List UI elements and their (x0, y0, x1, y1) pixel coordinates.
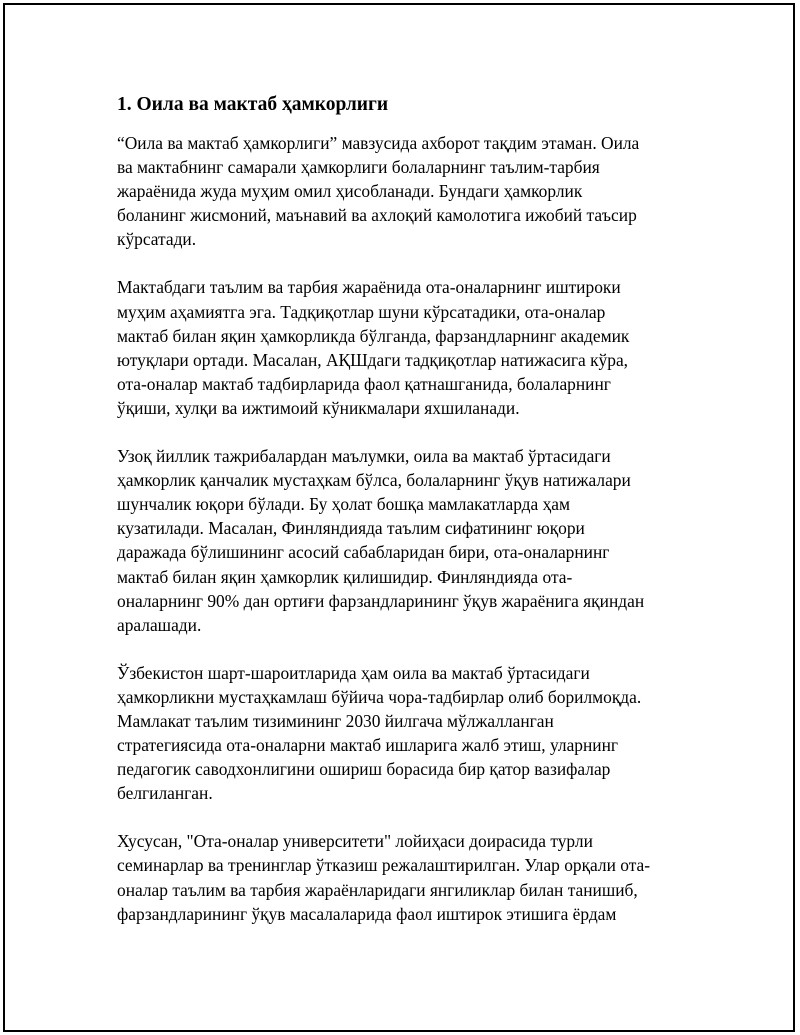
paragraph-line: Мактабдаги таълим ва тарбия жараёнида ота-оналарнинг иштироки (117, 277, 621, 298)
paragraph-line: ютуқлари ортади. Масалан, АҚШдаги тадқиқотлар натижасига кўра, (117, 349, 629, 370)
paragraph-line: мактаб билан яқин ҳамкорликда бўлганда, фарзандларнинг академик (117, 325, 630, 346)
paragraph-line: кузатилади. Масалан, Финляндияда таълим сифатининг юқори (117, 518, 585, 539)
paragraph-line: ота-оналар мактаб тадбирларида фаол қатнашганида, болаларнинг (117, 373, 611, 394)
section-heading: 1. Оила ва мактаб ҳамкорлиги (117, 94, 389, 115)
paragraph-line: муҳим аҳамиятга эга. Тадқиқотлар шуни кўрсатадики, ота-оналар (117, 301, 606, 322)
paragraph-line: даражада бўлишининг асосий сабабларидан бири, ота-оналарнинг (117, 542, 610, 563)
document-content (117, 92, 697, 950)
paragraphs (117, 131, 697, 926)
paragraph-line: оналарнинг 90% дан ортиғи фарзандларининг ўқув жараёнига яқиндан (117, 590, 645, 611)
paragraph-1 (117, 131, 697, 251)
paragraph-line: Мамлакат таълим тизимининг 2030 йилгача мўлжалланган (117, 710, 554, 731)
paragraph-line: Хусусан, "Ота-оналар университети" лойиҳаси доирасида турли (117, 831, 593, 852)
paragraph-line: семинарлар ва тренинглар ўтказиш режалаштирилган. Улар орқали ота- (117, 855, 651, 876)
paragraph-line: ўқиши, хулқи ва ижтимоий кўникмалари яхшиланади. (117, 397, 520, 418)
paragraph-5 (117, 829, 697, 925)
paragraph-4 (117, 661, 697, 806)
paragraph-line: педагогик саводхонлигини ошириш борасида бир қатор вазифалар (117, 759, 611, 780)
paragraph-line: ҳамкорлик қанчалик мустаҳкам бўлса, болаларнинг ўқув натижалари (117, 470, 631, 491)
paragraph-line: шунчалик юқори бўлади. Бу ҳолат бошқа мамлакатларда ҳам (117, 494, 570, 515)
paragraph-2 (117, 275, 697, 420)
paragraph-line: жараёнида жуда муҳим омил ҳисобланади. Бундаги ҳамкорлик (117, 181, 583, 202)
paragraph-line: фарзандларининг ўқув масалаларида фаол иштирок этишига ёрдам (117, 903, 617, 924)
paragraph-line: ва мактабнинг самарали ҳамкорлиги болаларнинг таълим-тарбия (117, 157, 600, 178)
paragraph-line: боланинг жисмоний, маънавий ва ахлоқий камолотига ижобий таъсир (117, 205, 637, 226)
paragraph-3 (117, 444, 697, 637)
paragraph-line: “Оила ва мактаб ҳамкорлиги” мавзусида ахборот тақдим этаман. Оила (117, 133, 640, 153)
paragraph-line: Ўзбекистон шарт-шароитларида ҳам оила ва мактаб ўртасидаги (117, 662, 590, 683)
paragraph-line: Узоқ йиллик тажрибалардан маълумки, оила ва мактаб ўртасидаги (117, 446, 611, 467)
paragraph-line: кўрсатади. (117, 229, 197, 250)
paragraph-line: оналар таълим ва тарбия жараёнларидаги янгиликлар билан танишиб, (117, 879, 638, 900)
paragraph-line: белгиланган. (117, 783, 213, 804)
paragraph-line: мактаб билан яқин ҳамкорлик қилишидир. Финляндияда ота- (117, 566, 573, 587)
paragraph-line: аралашади. (117, 614, 202, 635)
paragraph-line: ҳамкорликни мустаҳкамлаш бўйича чора-тадбирлар олиб борилмоқда. (117, 686, 642, 707)
paragraph-line: стратегиясида ота-оналарни мактаб ишларига жалб этиш, уларнинг (117, 735, 619, 756)
